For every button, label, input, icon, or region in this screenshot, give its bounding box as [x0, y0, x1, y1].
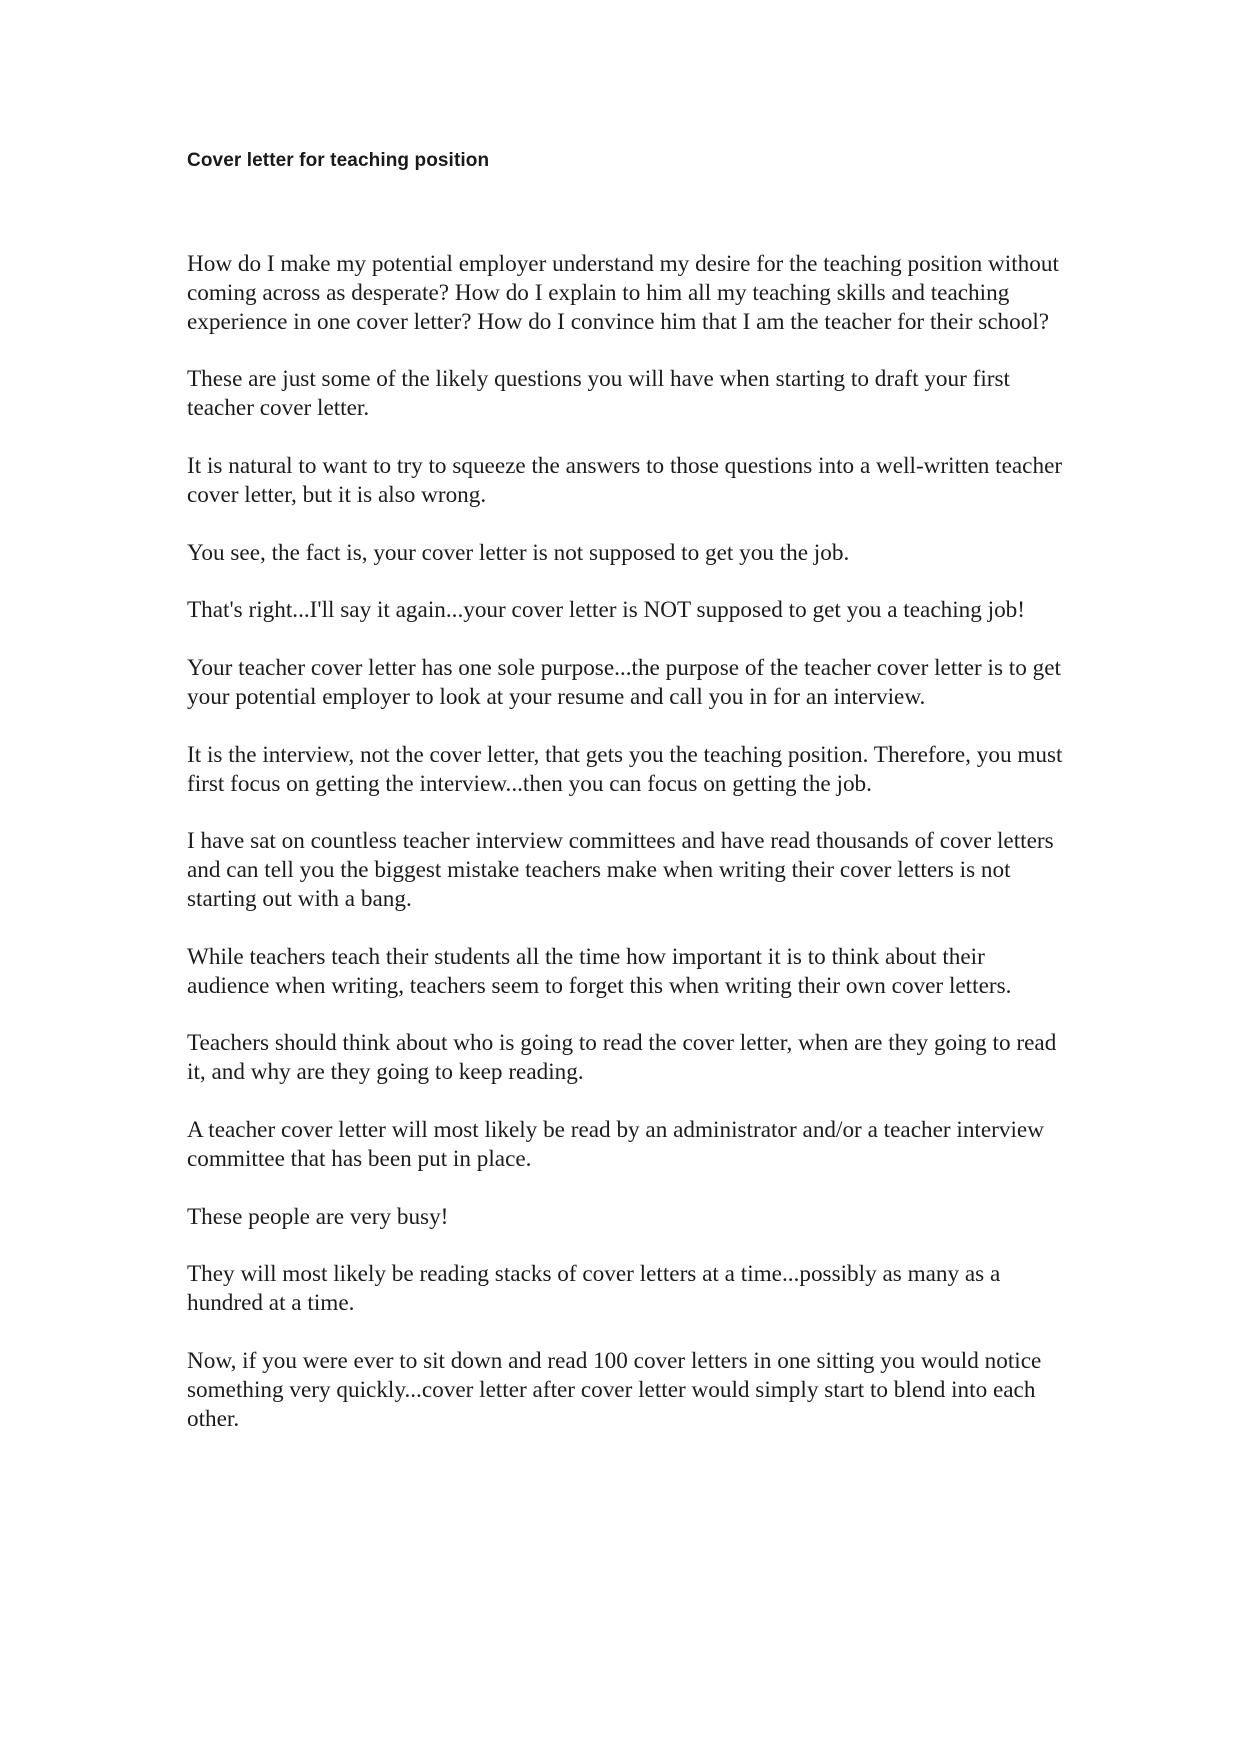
- paragraph-14: Now, if you were ever to sit down and read 100 cover letters in one sitting you would notice something very quickly...cover letter after cover letter would simply start to blend into each other.: [187, 1347, 1042, 1432]
- paragraph-8: I have sat on countless teacher interview committees and have read thousands of cover letters and can tell you the biggest mistake teachers make when writing their cover letters is not starting out with a bang.: [187, 828, 1054, 912]
- paragraph-7: It is the interview, not the cover letter, that gets you the teaching position. Therefore, you must first focus on getting the interview...then you can focus on getting the job.: [187, 741, 1063, 797]
- paragraph-4: You see, the fact is, your cover letter is not supposed to get you the job.: [187, 539, 850, 566]
- paragraph-6: Your teacher cover letter has one sole purpose...the purpose of the teacher cover letter is to get your potential employer to look at your resume and call you in for an interview.: [187, 655, 1061, 710]
- paragraph-12: These people are very busy!: [187, 1203, 449, 1230]
- paragraph-5: That's right...I'll say it again...your cover letter is NOT supposed to get you a teaching job!: [187, 597, 1025, 624]
- paragraph-2: These are just some of the likely questions you will have when starting to draft your first teacher cover letter.: [187, 366, 1010, 422]
- paragraph-11: A teacher cover letter will most likely be read by an administrator and/or a teacher interview committee that has been put in place.: [187, 1116, 1044, 1172]
- document-body: [187, 250, 1067, 1462]
- paragraph-3: It is natural to want to try to squeeze the answers to those questions into a well-written teacher cover letter, but it is also wrong.: [187, 452, 1063, 508]
- document-title: Cover letter for teaching position: [187, 150, 490, 171]
- paragraph-9: While teachers teach their students all the time how important it is to think about their audience when writing, teachers seem to forget this when writing their own cover letters.: [187, 943, 1012, 999]
- paragraph-1: How do I make my potential employer understand my desire for the teaching position without coming across as desperate? How do I explain to him all my teaching skills and teaching experience in one cover letter? How do I convince him that I am the teacher for their school?: [187, 251, 1059, 335]
- paragraph-10: Teachers should think about who is going to read the cover letter, when are they going to read it, and why are they going to keep reading.: [187, 1030, 1057, 1086]
- paragraph-13: They will most likely be reading stacks of cover letters at a time...possibly as many as a hundred at a time.: [187, 1261, 1001, 1317]
